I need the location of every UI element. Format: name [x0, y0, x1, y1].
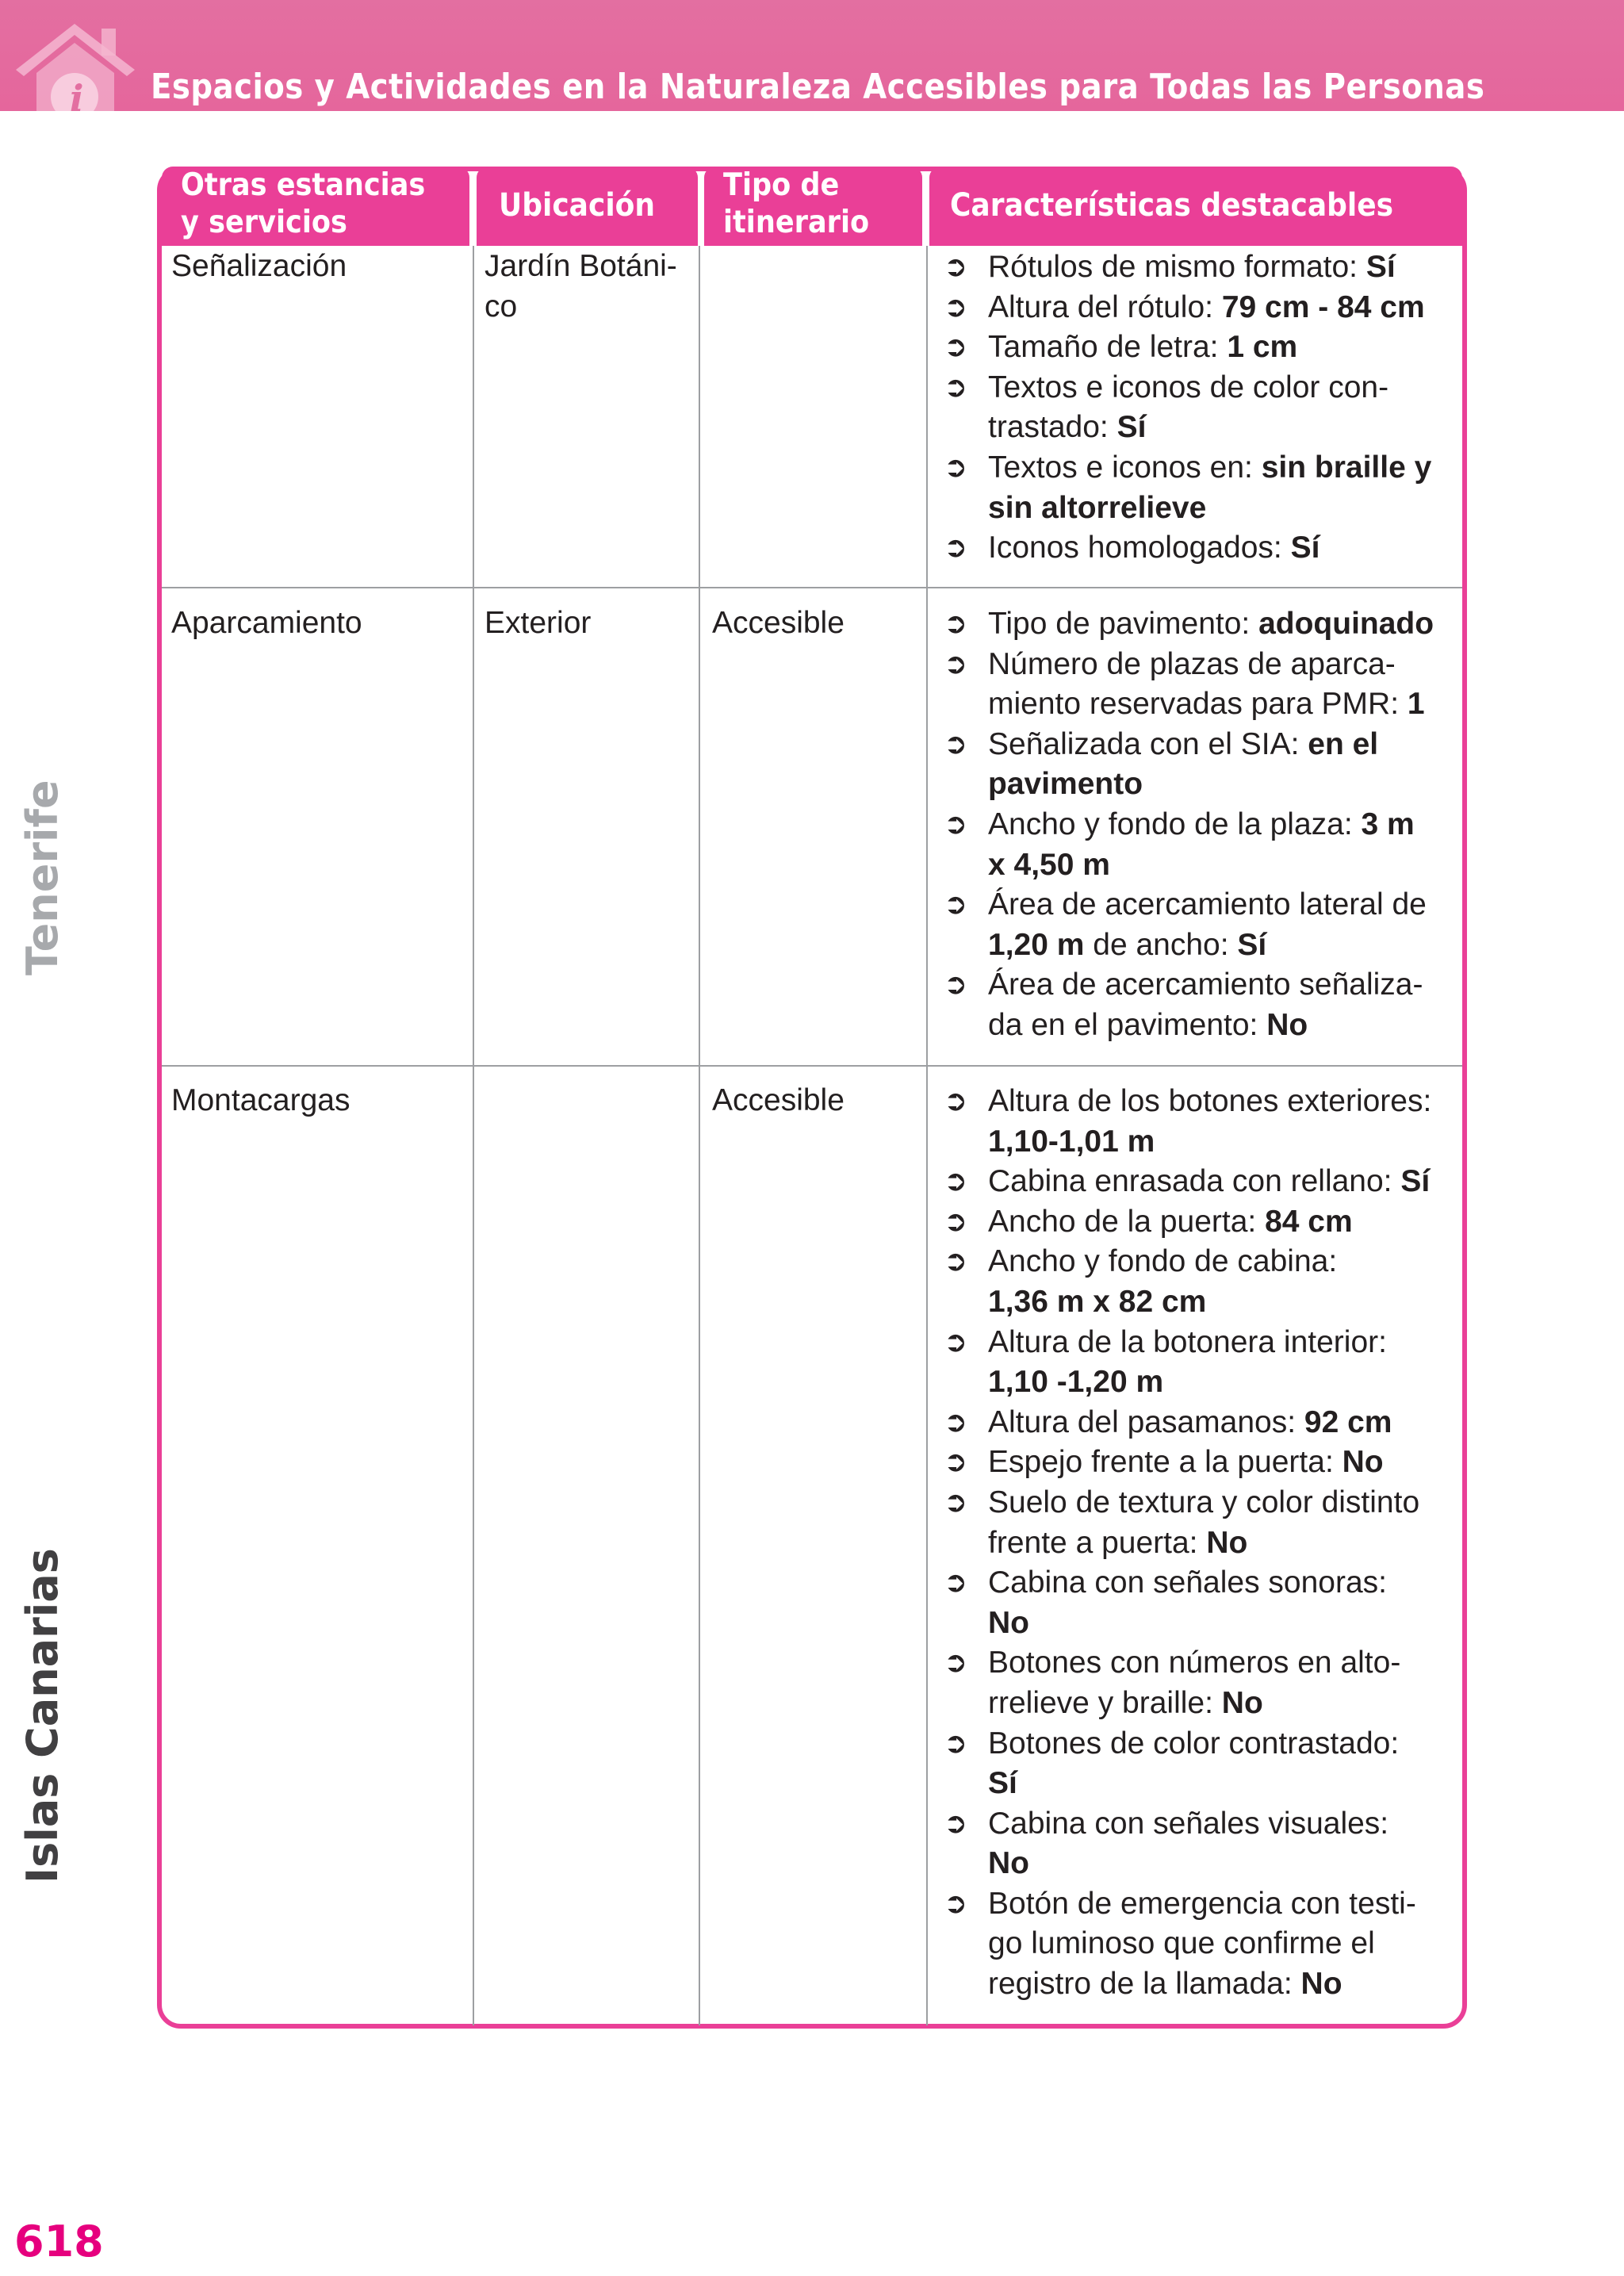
column-header-estancias: Otras estancias y servicios: [162, 167, 469, 246]
feature-label: Ancho y fondo de la plaza:: [988, 807, 1362, 841]
feature-line: [988, 247, 1459, 288]
feature-line: [988, 528, 1459, 569]
feature-line: [988, 1403, 1459, 1443]
column-divider: [473, 246, 474, 2025]
row-2-features: [944, 1082, 1459, 2005]
feature-label: registro de la llamada:: [988, 1967, 1301, 2002]
side-label-region: Islas Canarias: [17, 1548, 67, 1883]
feature-label: Área de acercamiento señaliza-: [988, 967, 1423, 1002]
feature-label: Cabina enrasada con rellano:: [988, 1164, 1401, 1199]
feature-value: adoquinado: [1258, 607, 1434, 641]
side-label-island: Tenerife: [17, 780, 67, 975]
feature-label: Altura de los botones exteriores:: [988, 1084, 1432, 1118]
row-1-ubicacion: Exterior: [485, 606, 592, 640]
arrow-right-circle-icon: ➲: [944, 607, 968, 640]
feature-value: sin braille y: [1261, 450, 1432, 485]
feature-value: 1,10-1,01 m: [988, 1124, 1155, 1159]
feature-label: miento reservadas para PMR:: [988, 687, 1408, 722]
feature-value: Sí: [1116, 410, 1147, 445]
feature-label: Altura del rótulo:: [988, 289, 1222, 324]
feature-item: [944, 965, 1459, 1045]
arrow-right-circle-icon: ➲: [944, 331, 968, 364]
feature-item: [944, 1443, 1459, 1483]
feature-label: da en el pavimento:: [988, 1007, 1267, 1042]
feature-value: x 4,50 m: [988, 847, 1110, 882]
feature-item: [944, 528, 1459, 569]
feature-item: [944, 448, 1459, 528]
feature-label: Ancho de la puerta:: [988, 1204, 1266, 1239]
feature-line: [988, 1924, 1459, 1964]
svg-text:i: i: [70, 77, 84, 111]
feature-label: Botones de color contrastado:: [988, 1726, 1400, 1761]
column-divider: [699, 246, 700, 2025]
arrow-right-circle-icon: ➲: [944, 1405, 968, 1439]
feature-line: [988, 1323, 1459, 1363]
feature-value: No: [1221, 1685, 1263, 1720]
feature-line: [988, 1362, 1459, 1403]
row-2-itinerario: Accesible: [712, 1083, 845, 1117]
feature-line: [988, 885, 1459, 925]
feature-line: [988, 725, 1459, 765]
feature-line: [988, 408, 1459, 448]
feature-value: No: [988, 1605, 1029, 1640]
arrow-right-circle-icon: ➲: [944, 968, 968, 1002]
feature-value: Sí: [988, 1766, 1017, 1801]
feature-line: [988, 1684, 1459, 1724]
arrow-right-circle-icon: ➲: [944, 1566, 968, 1600]
feature-label: Número de plazas de aparca-: [988, 646, 1396, 681]
feature-line: [988, 1162, 1459, 1202]
arrow-right-circle-icon: ➲: [944, 1245, 968, 1278]
document-title: Espacios y Actividades en la Naturaleza Accesibles para Todas las Personas: [151, 67, 1485, 107]
page-number: 618: [14, 2217, 104, 2266]
feature-item: [944, 328, 1459, 368]
feature-label: de ancho:: [1084, 927, 1238, 962]
feature-label: Rótulos de mismo formato:: [988, 250, 1366, 284]
arrow-right-circle-icon: ➲: [944, 647, 968, 680]
feature-label: frente a puerta:: [988, 1525, 1207, 1560]
feature-value: 84 cm: [1265, 1204, 1353, 1239]
feature-line: [988, 1884, 1459, 1925]
house-info-icon: [8, 17, 151, 111]
feature-label: Tipo de pavimento:: [988, 607, 1259, 641]
row-1-features: [944, 604, 1459, 1046]
feature-label: go luminoso que confirme el: [988, 1926, 1375, 1961]
feature-label: Señalizada con el SIA:: [988, 726, 1308, 761]
row-0-features: [944, 247, 1459, 569]
row-1-estancia: Aparcamiento: [171, 606, 362, 640]
feature-label: trastado:: [988, 410, 1117, 445]
arrow-right-circle-icon: ➲: [944, 1085, 968, 1117]
arrow-right-circle-icon: ➲: [944, 1325, 968, 1358]
feature-line: [988, 1604, 1459, 1644]
feature-line: [988, 1724, 1459, 1764]
arrow-right-circle-icon: ➲: [944, 1205, 968, 1238]
feature-line: [988, 1483, 1459, 1523]
feature-line: [988, 604, 1459, 645]
feature-item: [944, 1403, 1459, 1443]
feature-value: No: [988, 1846, 1029, 1881]
feature-item: [944, 1643, 1459, 1723]
feature-value: No: [1300, 1967, 1342, 2002]
feature-line: [988, 1242, 1459, 1282]
header-bar: [0, 0, 1624, 111]
arrow-right-circle-icon: ➲: [944, 1485, 968, 1519]
feature-label: Cabina con señales sonoras:: [988, 1565, 1387, 1600]
feature-value: No: [1342, 1445, 1384, 1480]
feature-item: [944, 1323, 1459, 1403]
feature-value: Sí: [1237, 927, 1267, 962]
feature-line: [988, 1006, 1459, 1046]
feature-item: [944, 1804, 1459, 1884]
feature-value: No: [1266, 1007, 1308, 1042]
feature-value: Sí: [1290, 531, 1320, 565]
feature-item: [944, 1082, 1459, 1162]
feature-item: [944, 1563, 1459, 1643]
arrow-right-circle-icon: ➲: [944, 1165, 968, 1198]
feature-value: en el: [1308, 726, 1379, 761]
feature-item: [944, 288, 1459, 328]
feature-value: Sí: [1365, 250, 1396, 284]
feature-label: Altura del pasamanos:: [988, 1404, 1304, 1439]
feature-item: [944, 1724, 1459, 1804]
feature-label: Botón de emergencia con testi-: [988, 1886, 1416, 1921]
feature-line: [988, 1804, 1459, 1845]
feature-label: Cabina con señales visuales:: [988, 1806, 1389, 1841]
feature-item: [944, 368, 1459, 448]
feature-line: [988, 1282, 1459, 1323]
feature-item: [944, 604, 1459, 645]
feature-item: [944, 885, 1459, 965]
arrow-right-circle-icon: ➲: [944, 290, 968, 324]
feature-item: [944, 645, 1459, 725]
feature-value: No: [1206, 1525, 1248, 1560]
arrow-right-circle-icon: ➲: [944, 370, 968, 404]
feature-line: [988, 925, 1459, 966]
feature-item: [944, 805, 1459, 885]
arrow-right-circle-icon: ➲: [944, 251, 968, 283]
feature-value: 3 m: [1361, 807, 1415, 841]
feature-item: [944, 1884, 1459, 2005]
arrow-right-circle-icon: ➲: [944, 1726, 968, 1760]
feature-item: [944, 725, 1459, 805]
feature-label: Textos e iconos en:: [988, 450, 1262, 485]
feature-value: 1,36 m x 82 cm: [988, 1284, 1207, 1319]
feature-label: Espejo frente a la puerta:: [988, 1445, 1342, 1480]
column-header-caracteristicas: Características destacables: [929, 167, 1462, 246]
feature-line: [988, 368, 1459, 408]
feature-line: [988, 1643, 1459, 1684]
column-header-ubicacion: Ubicación: [477, 167, 698, 246]
column-divider: [926, 246, 928, 2025]
feature-value: pavimento: [988, 767, 1143, 802]
feature-item: [944, 1242, 1459, 1322]
feature-label: Área de acercamiento lateral de: [988, 887, 1427, 922]
arrow-right-circle-icon: ➲: [944, 888, 968, 922]
feature-item: [944, 1162, 1459, 1202]
arrow-right-circle-icon: ➲: [944, 1646, 968, 1680]
feature-line: [988, 1523, 1459, 1564]
row-0-ubicacion: Jardín Botáni- co: [485, 249, 677, 324]
arrow-right-circle-icon: ➲: [944, 727, 968, 761]
arrow-right-circle-icon: ➲: [944, 1887, 968, 1920]
feature-line: [988, 805, 1459, 845]
feature-line: [988, 1443, 1459, 1483]
feature-value: sin altorrelieve: [988, 490, 1207, 525]
arrow-right-circle-icon: ➲: [944, 807, 968, 841]
feature-line: [988, 845, 1459, 886]
feature-line: [988, 1122, 1459, 1163]
feature-item: [944, 1483, 1459, 1563]
feature-value: 1,10 -1,20 m: [988, 1365, 1164, 1400]
feature-line: [988, 1844, 1459, 1884]
feature-line: [988, 965, 1459, 1006]
feature-line: [988, 1764, 1459, 1804]
arrow-right-circle-icon: ➲: [944, 450, 968, 484]
feature-line: [988, 645, 1459, 685]
feature-value: 79 cm - 84 cm: [1221, 289, 1425, 324]
feature-line: [988, 1964, 1459, 2005]
feature-line: [988, 684, 1459, 725]
feature-value: 1,20 m: [988, 927, 1085, 962]
arrow-right-circle-icon: ➲: [944, 1807, 968, 1840]
feature-line: [988, 1202, 1459, 1243]
feature-item: [944, 1202, 1459, 1243]
feature-line: [988, 288, 1459, 328]
feature-value: 1 cm: [1227, 330, 1298, 365]
feature-label: Ancho y fondo de cabina:: [988, 1244, 1338, 1279]
arrow-right-circle-icon: ➲: [944, 1446, 968, 1479]
feature-line: [988, 1563, 1459, 1604]
row-0-estancia: Señalización: [171, 249, 347, 283]
arrow-right-circle-icon: ➲: [944, 531, 968, 565]
row-1-itinerario: Accesible: [712, 606, 845, 640]
feature-line: [988, 328, 1459, 368]
row-divider: [162, 1065, 1462, 1067]
column-header-itinerario: Tipo de itinerario: [704, 167, 922, 246]
feature-item: [944, 247, 1459, 288]
feature-line: [988, 764, 1459, 805]
feature-label: Suelo de textura y color distinto: [988, 1485, 1420, 1519]
feature-label: Altura de la botonera interior:: [988, 1324, 1387, 1359]
row-divider: [162, 587, 1462, 588]
feature-value: 1: [1407, 687, 1425, 722]
feature-label: rrelieve y braille:: [988, 1685, 1222, 1720]
feature-label: Botones con números en alto-: [988, 1646, 1401, 1680]
feature-line: [988, 1082, 1459, 1122]
row-2-estancia: Montacargas: [171, 1083, 350, 1117]
feature-label: Textos e iconos de color con-: [988, 370, 1389, 404]
feature-value: Sí: [1400, 1164, 1431, 1199]
feature-label: Tamaño de letra:: [988, 330, 1228, 365]
feature-line: [988, 489, 1459, 529]
feature-line: [988, 448, 1459, 489]
feature-label: Iconos homologados:: [988, 531, 1291, 565]
feature-value: 92 cm: [1304, 1404, 1392, 1439]
